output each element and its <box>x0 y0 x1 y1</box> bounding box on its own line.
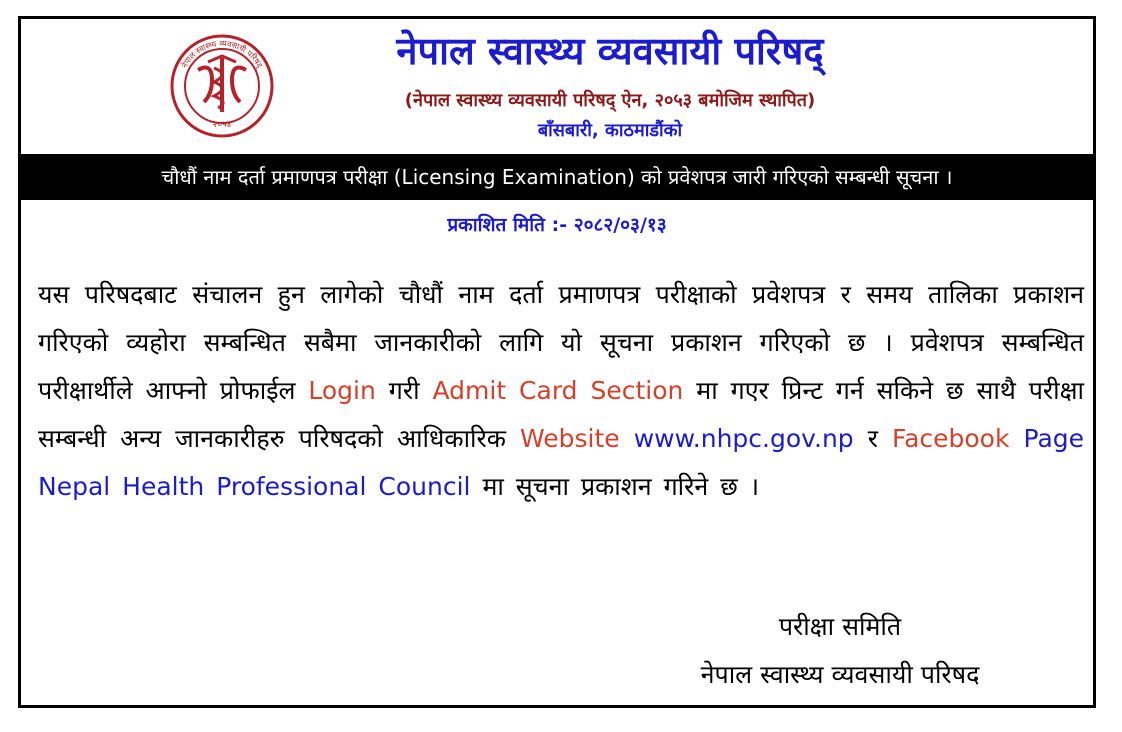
signature-org: नेपाल स्वास्थ्य व्यवसायी परिषद <box>700 660 980 689</box>
notice-subject-banner: चौधौं नाम दर्ता प्रमाणपत्र परीक्षा (Licensing Examination) को प्रवेशपत्र जारी गरिएको सम्बन्धी सूचना । <box>21 154 1093 200</box>
signature-committee: परीक्षा समिति <box>778 612 902 641</box>
body-text-part5: मा सूचना प्रकाशन गरिने छ । <box>482 472 760 501</box>
body-text-part3: मा गएर प्रिन्ट गर्न सकिने छ साथै परीक्षा सम्बन्धी अन्य जानकारीहरु परिषदको आधिकारिक <box>38 376 1085 453</box>
publish-date-line <box>21 208 1093 242</box>
seal-ring-text: नेपाल स्वास्थ्य व्यवसायी परिषद् <box>179 38 265 70</box>
body-text-part1: यस परिषदबाट संचालन हुन लागेको चौधौं नाम दर्ता प्रमाणपत्र परीक्षाको प्रवेशपत्र र समय तालिका प्रकाशन गरिएको व्यहोरा सम्बन्धित सबैमा जानकारीको लागि यो सूचना प्रकाशन गरिएको छ । प्रवेशपत्र सम्बन्धित परीक्षार्थीले आफ्नो प्रोफाईल <box>38 280 1084 405</box>
seal-year: २०५४ <box>212 120 232 130</box>
body-text-part4: र <box>867 424 878 453</box>
publish-date-label: प्रकाशित मिति :- <box>447 214 568 236</box>
website-url-link[interactable]: www.nhpc.gov.np <box>633 424 854 453</box>
admit-card-section-link[interactable]: Admit Card Section <box>432 376 684 405</box>
website-label: Website <box>520 424 620 453</box>
notice-body <box>38 271 1084 511</box>
body-text-part2: गरी <box>388 376 420 405</box>
org-name: नेपाल स्वास्थ्य व्यवसायी परिषद् <box>396 29 824 73</box>
org-address: बाँसबारी, काठमाडौंको <box>537 120 683 141</box>
facebook-label: Facebook <box>891 424 1010 453</box>
facebook-page-link[interactable]: Page Nepal Health Professional Council <box>38 424 1085 501</box>
nhpc-seal-logo <box>168 32 276 140</box>
login-link[interactable]: Login <box>308 376 376 405</box>
publish-date-value: २०८२/०३/१३ <box>573 214 667 236</box>
org-establishment-note: (नेपाल स्वास्थ्य व्यवसायी परिषद् ऐन, २०५३ बमोजिम स्थापित) <box>404 90 816 111</box>
